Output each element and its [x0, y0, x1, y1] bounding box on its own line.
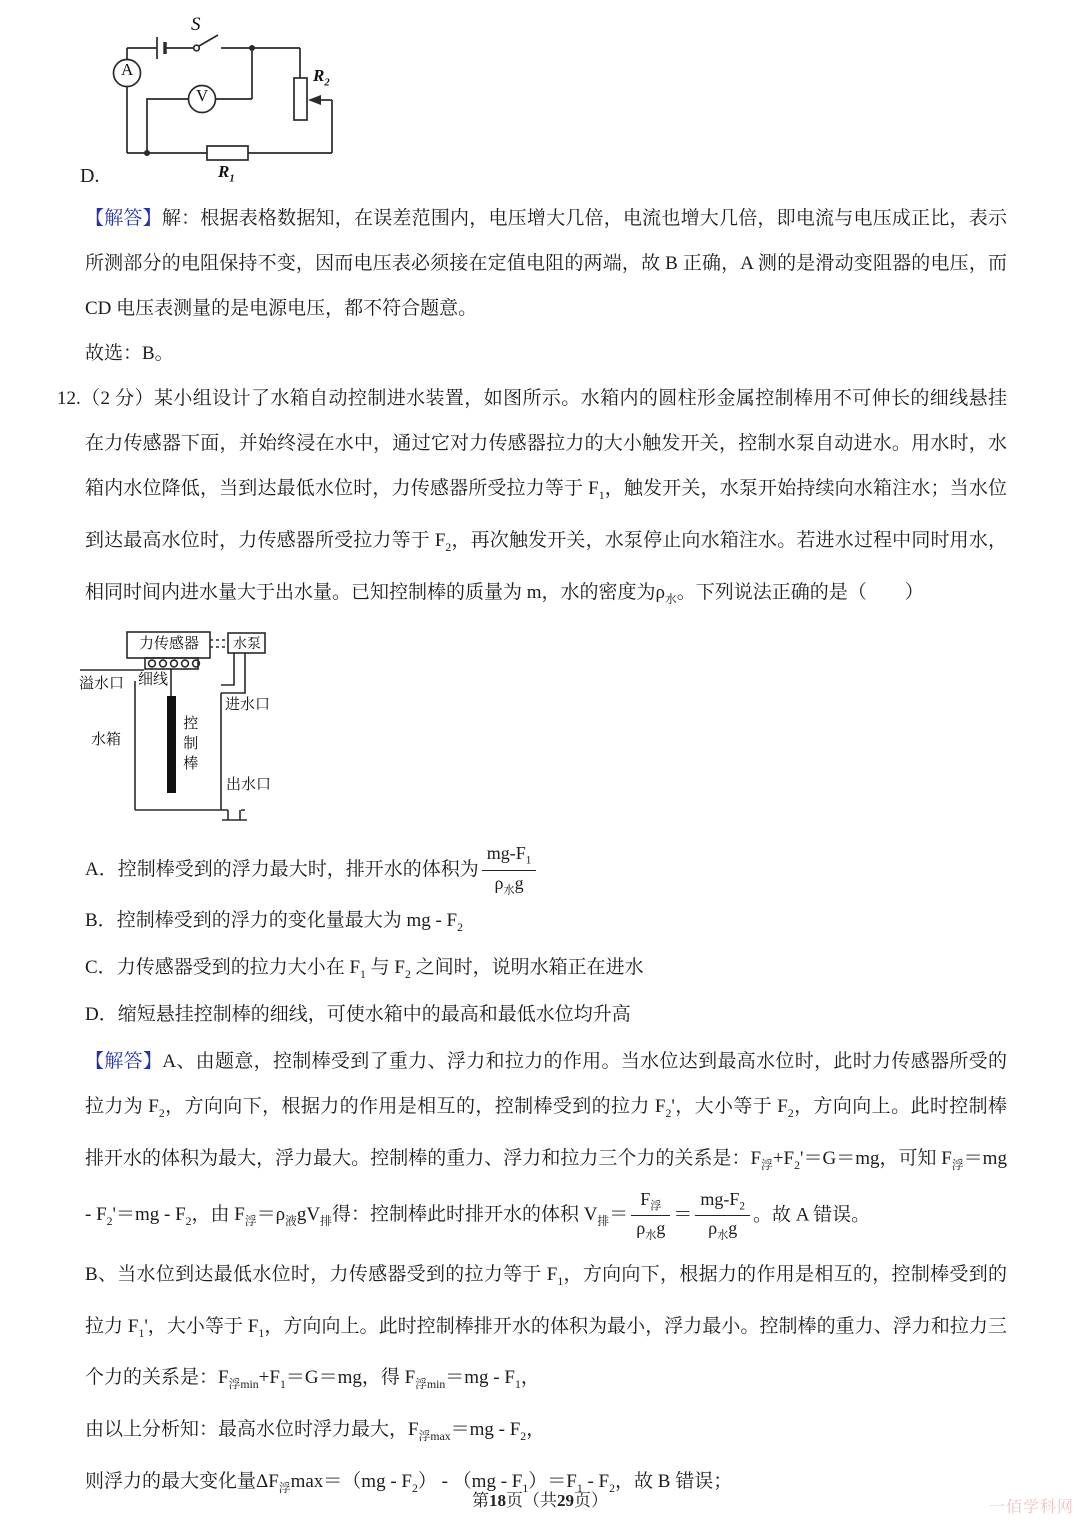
option-a-fraction: $\frac{mg-F_1}{\rho_水g}$: [482, 842, 537, 898]
answer12-a-end: 。故 A 错误。: [752, 1203, 871, 1225]
answer11-body: 解：根据表格数据知，在误差范围内，电压增大几倍，电流也增大几倍，即电流与电压成正比，表示所测部分的电阻保持不变，因而电压表必须接在定值电阻的两端，故 B 正确，A 测的是滑动变阻器的电压，而 CD 电压表测量的是电源电压，都不符合题意。: [85, 208, 1007, 319]
answer12-a-text: A、由题意，控制棒受到了重力、浮力和拉力的作用。当水位达到最高水位时，此时力传感器所受的拉力为 $F_2$，方向向下，根据力的作用是相互的，控制棒受到的拉力 $F_2'$，大小等于 $F_2$，方向向上。此时控制棒排开水的体积为最大，浮力最大。控制棒的重力、浮力和拉力三个力的关系是：$F_浮+F_2'=G=mg$，可知 $F_浮=mg - F_2'=mg - F_2$，由 $F_浮=\rho_液gV_排$得：控制棒此时排开水的体积 $V_排=$: [85, 1050, 1007, 1228]
question12-stem: [57, 376, 1007, 621]
sensor-pump-link: [210, 640, 228, 647]
fraction-mgf2-over-rho: $\frac{mg-F_2}{\rho_水g}$: [695, 1188, 750, 1244]
answer12-paragraph-c: 由以上分析知：最高水位时浮力最大，$F_{浮max}=mg - F_2$，: [85, 1419, 546, 1443]
tank-label: 水箱: [91, 732, 122, 749]
answer-tag: 【解答】: [85, 208, 162, 229]
question-score: （2 分）: [80, 388, 154, 409]
r1-label: $R_1$: [218, 162, 235, 185]
equals-sign: ＝: [673, 1203, 693, 1225]
page-number: 18: [489, 1491, 506, 1510]
resistor-r1: [207, 146, 248, 160]
outlet-label: 出水口: [226, 777, 272, 794]
question-text: 某小组设计了水箱自动控制进水装置，如图所示。水箱内的圆柱形金属控制棒用不可伸长的细线悬挂在力传感器下面，并始终浸在水中，通过它对力传感器拉力的大小触发开关，控制水泵自动进水。用水时，水箱内水位降低，当到达最低水位时，力传感器所受拉力等于 $F_1$，触发开关，水泵开始持续向水箱注水；当水位到达最高水位时，力传感器所受拉力等于 $F_2$，再次触发开关，水泵停止向水箱注水。若进水过程中同时用水，相同时间内进水量大于出水量。已知控制棒的质量为 m，水的密度为$\rho_水$。下列说法正确的是（ ）: [85, 388, 1007, 606]
option-d-text: 缩短悬挂控制棒的细线，可使水箱中的最高和最低水位均升高: [117, 1003, 631, 1025]
option-d-figure-label: D.: [80, 165, 100, 187]
option-c: C．力传感器受到的拉力大小在 $F_1$ 与 $F_2$ 之间时，说明水箱正在进水: [85, 957, 644, 981]
rheostat-r2: [294, 78, 307, 120]
switch-pivot: [194, 45, 200, 51]
inlet-label: 进水口: [225, 697, 271, 714]
circuit-figure: [80, 10, 1007, 196]
answer11-paragraph: [85, 196, 1007, 331]
force-sensor-label: 力传感器: [138, 636, 199, 653]
overflow-label: 溢水口: [79, 676, 125, 693]
string-label: 细线: [138, 672, 169, 689]
switch-blade: [199, 35, 218, 46]
total-pages: 29: [557, 1491, 574, 1510]
control-rod-label: 控制棒: [181, 715, 198, 776]
outlet-pipe: [222, 810, 247, 820]
junction-dot: [144, 150, 150, 156]
fraction-f-over-rho: $\frac{F_浮}{\rho_水g}$: [631, 1188, 670, 1244]
junction-dot: [249, 45, 255, 51]
ammeter-label: A: [121, 60, 134, 79]
control-rod: [167, 696, 176, 793]
option-a-text: 控制棒受到的浮力最大时，排开水的体积为: [117, 859, 479, 881]
wire: [147, 99, 189, 153]
inlet-pipe: [221, 653, 245, 693]
r2-label: $R_2$: [313, 66, 330, 89]
question-number: 12.: [57, 388, 81, 409]
switch-label: S: [191, 14, 201, 35]
answer-tag: 【解答】: [85, 1050, 163, 1072]
option-d: D．缩短悬挂控制棒的细线，可使水箱中的最高和最低水位均升高: [85, 1003, 631, 1025]
answer12-paragraph-b: B、当水位到达最低水位时，力传感器受到的拉力等于 $F_1$，方向向下，根据力的作用是相互的，控制棒受到的拉力 $F_1'$，大小等于 $F_1$，方向向上。此时控制棒排开水的体积为最小，浮力最小。控制棒的重力、浮力和拉力三个力的关系是：$F_{浮min}+F_1=G=mg$，得 $F_{浮min}=mg - F_1$，: [85, 1263, 1007, 1392]
option-b-text: 控制棒受到的浮力的变化量最大为 mg - $F_2$: [116, 910, 464, 935]
tank-figure: [78, 627, 298, 829]
answer12-paragraph-d: 则浮力的最大变化量$\Delta F_浮\max=(mg - F_2) - (mg - F_1)=F_1 - F_2$，故 B 错误；: [85, 1470, 733, 1495]
pump-label: 水泵: [233, 637, 261, 653]
option-b: B．控制棒受到的浮力的变化量最大为 mg - $F_2$: [85, 910, 464, 935]
wiper-arrow: [308, 95, 321, 105]
site-watermark: 一佰学科网: [988, 1499, 1074, 1516]
option-a-label: A．: [85, 859, 118, 881]
option-a: [85, 839, 1007, 901]
voltmeter-label: V: [196, 86, 209, 105]
answer11-conclusion: 故选：B。: [85, 343, 174, 364]
answer12-paragraph-a: [85, 1039, 1007, 1244]
option-c-text: 力传感器受到的拉力大小在 $F_1$ 与 $F_2$ 之间时，说明水箱正在进水: [116, 957, 644, 981]
page-footer: 第18页（共29页）: [472, 1491, 608, 1510]
